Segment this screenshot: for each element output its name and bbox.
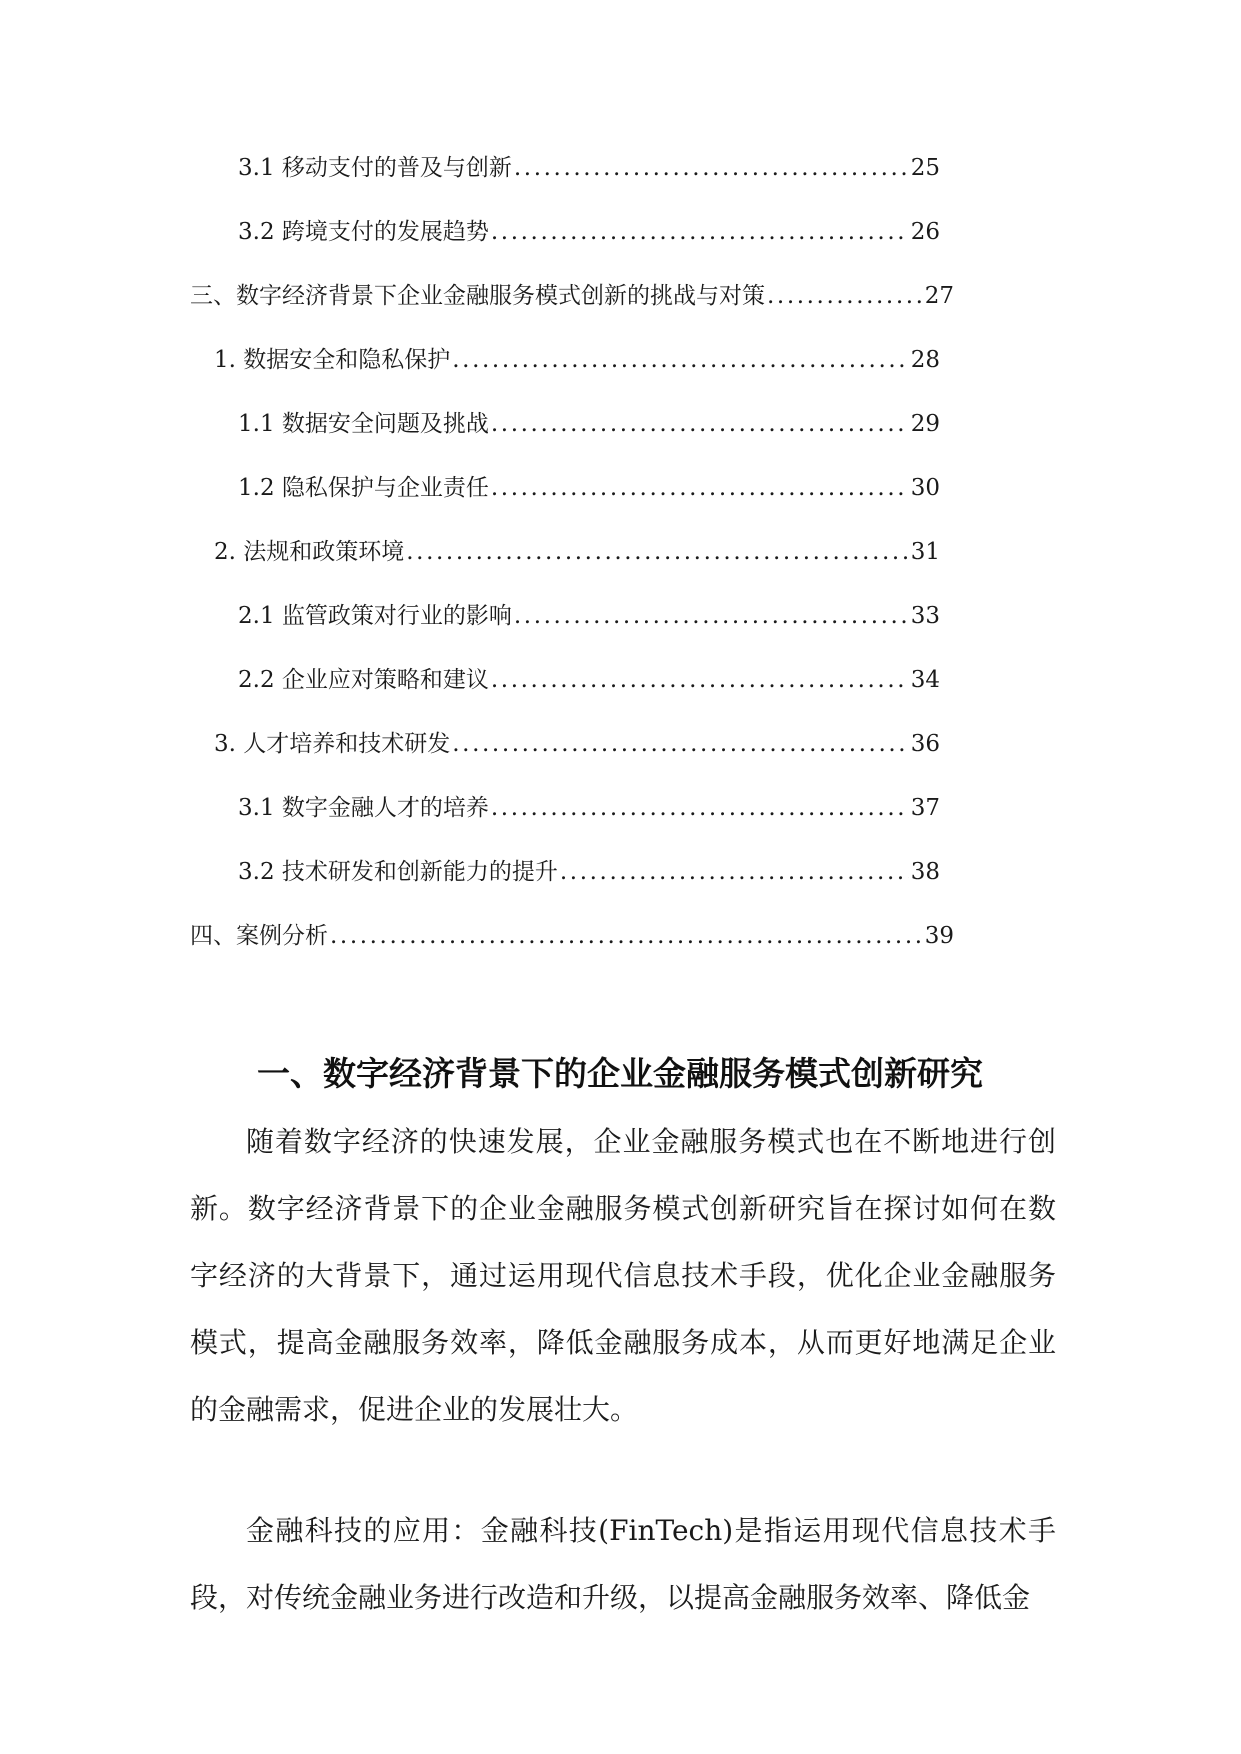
toc-entry-text: 2.2 企业应对策略和建议 [238,667,489,693]
toc-dot-leader [491,468,909,508]
body-paragraph [190,1497,1056,1631]
toc-page-number: 31 [910,539,940,565]
toc-entry-text: 三、数字经济背景下企业金融服务模式创新的挑战与对策 [190,283,765,309]
toc-page-number: 29 [910,411,940,437]
toc-entry[interactable] [238,404,940,444]
toc-page-number: 28 [910,347,940,373]
toc-entry-text: 四、案例分析 [190,923,328,949]
toc-entry-text: 1. 数据安全和隐私保护 [214,347,451,373]
toc-entry[interactable] [238,596,940,636]
toc-entry[interactable] [238,148,940,188]
toc-page-number: 39 [924,923,954,949]
paragraph-text: 随着数字经济的快速发展，企业金融服务模式也在不断地进行创新。数字经济背景下的企业金融服务模式创新研究旨在探讨如何在数字经济的大背景下，通过运用现代信息技术手段，优化企业金融服务模式，提高金融服务效率，降低金融服务成本，从而更好地满足企业的金融需求，促进企业的发展壮大。 [190,1125,1056,1426]
toc-page-number: 34 [910,667,940,693]
toc-page-number: 33 [910,603,940,629]
toc-dot-leader [514,148,909,188]
toc-entry[interactable] [238,788,940,828]
toc-entry-text: 3. 人才培养和技术研发 [214,731,451,757]
toc-entry[interactable] [238,468,940,508]
toc-entry[interactable] [190,276,954,316]
toc-dot-leader [514,596,909,636]
toc-entry[interactable] [238,212,940,252]
toc-page-number: 27 [924,283,954,309]
toc-entry-text: 2. 法规和政策环境 [214,539,405,565]
toc-entry[interactable] [238,852,940,892]
toc-page-number: 38 [910,859,940,885]
toc-entry[interactable] [214,532,940,572]
toc-dot-leader [767,276,923,316]
toc-dot-leader [406,532,908,572]
toc-dot-leader [330,916,923,956]
toc-entry-text: 3.1 数字金融人才的培养 [238,795,489,821]
toc-dot-leader [560,852,909,892]
toc-entry-text: 1.1 数据安全问题及挑战 [238,411,489,437]
toc-entry-text: 3.2 跨境支付的发展趋势 [238,219,489,245]
body-paragraph [190,1108,1056,1443]
paragraph-text: 金融科技的应用：金融科技(FinTech)是指运用现代信息技术手段，对传统金融业务进行改造和升级，以提高金融服务效率、降低金 [190,1514,1056,1614]
toc-dot-leader [491,212,909,252]
toc-page-number: 30 [910,475,940,501]
toc-page-number: 36 [910,731,940,757]
toc-page-number: 37 [910,795,940,821]
toc-entry[interactable] [214,724,940,764]
toc-dot-leader [452,724,908,764]
toc-dot-leader [491,660,909,700]
toc-entry-text: 2.1 监管政策对行业的影响 [238,603,512,629]
toc-entry[interactable] [238,660,940,700]
toc-dot-leader [491,788,909,828]
toc-entry-text: 3.1 移动支付的普及与创新 [238,155,512,181]
toc-entry[interactable] [190,916,954,956]
toc-dot-leader [452,340,908,380]
toc-entry[interactable] [214,340,940,380]
toc-page-number: 25 [910,155,940,181]
section-heading: 一、数字经济背景下的企业金融服务模式创新研究 [257,1054,983,1094]
toc-page-number: 26 [910,219,940,245]
toc-entry-text: 1.2 隐私保护与企业责任 [238,475,489,501]
toc-dot-leader [491,404,909,444]
toc-entry-text: 3.2 技术研发和创新能力的提升 [238,859,558,885]
